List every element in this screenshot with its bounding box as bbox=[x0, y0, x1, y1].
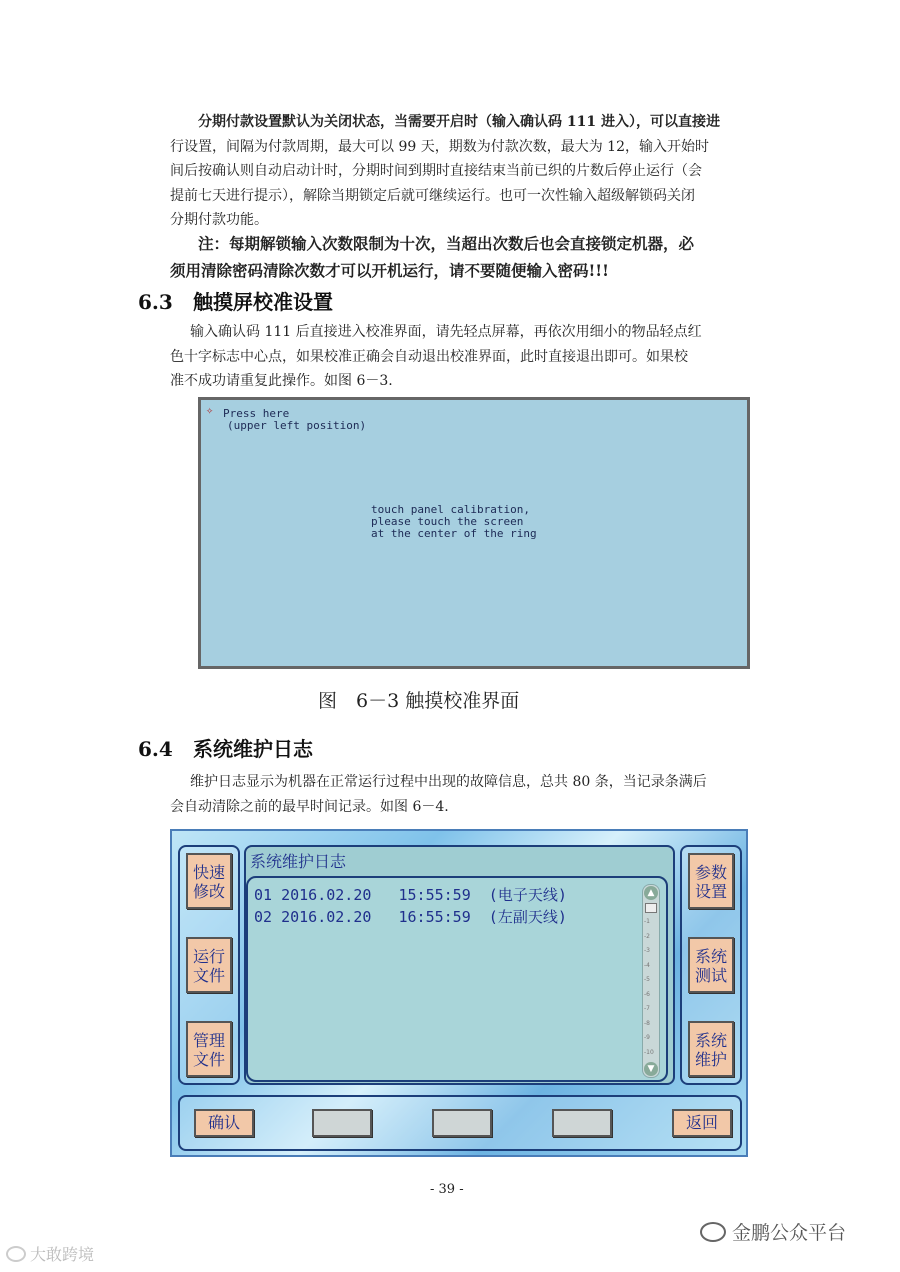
button-label: 测试 bbox=[694, 966, 727, 985]
scroll-tick: -6 bbox=[644, 990, 650, 998]
button-label: 维护 bbox=[694, 1050, 727, 1069]
log-scrollbar[interactable] bbox=[642, 884, 660, 1078]
paragraph-line: 分期付款功能。 bbox=[170, 212, 268, 228]
maintenance-log-screen bbox=[170, 829, 748, 1157]
paragraph-line: 间后按确认则自动启动计时，分期时间到期时直接结束当前已织的片数后停止运行（会 bbox=[170, 163, 702, 179]
scroll-tick: -2 bbox=[644, 932, 650, 940]
blank-function-button[interactable] bbox=[552, 1109, 612, 1137]
paragraph-line: 行设置，间隔为付款周期，最大可以 99 天，期数为付款次数，最大为 12，输入开始时 bbox=[170, 138, 709, 155]
section-heading-6-4 bbox=[138, 733, 313, 762]
upper-left-position-label: (upper left position) bbox=[227, 419, 367, 432]
scroll-tick: -5 bbox=[644, 976, 650, 983]
crosshair-icon[interactable]: ✧ bbox=[206, 403, 214, 417]
button-label: 系统 bbox=[694, 947, 727, 966]
log-row[interactable]: 02 2016.02.20 16:55:59 (左副天线) bbox=[254, 908, 567, 926]
blank-function-button[interactable] bbox=[432, 1109, 492, 1137]
paragraph-line: 提前七天进行提示），解除当期锁定后就可继续运行。也可一次性输入超级解锁码关闭 bbox=[170, 187, 695, 204]
button-label: 修改 bbox=[192, 882, 225, 901]
logo-icon bbox=[6, 1246, 26, 1262]
figure-caption-6-3: 图 6－3 触摸校准界面 bbox=[318, 690, 520, 712]
button-label: 文件 bbox=[192, 966, 225, 985]
maintenance-log-paragraph bbox=[170, 770, 780, 819]
paragraph-line: 维护日志显示为机器在正常运行过程中出现的故障信息，总共 80 条，当记录条满后 bbox=[190, 774, 707, 790]
paragraph-line: 准不成功请重复此操作。如图 6－3. bbox=[170, 373, 393, 389]
bottom-button-bar bbox=[178, 1095, 742, 1151]
log-title: 系统维护日志 bbox=[250, 852, 347, 871]
section-title: 触摸屏校准设置 bbox=[193, 290, 333, 314]
left-button-panel bbox=[178, 845, 240, 1085]
button-label: 文件 bbox=[192, 1050, 225, 1069]
section-number: 6.3 bbox=[138, 290, 173, 314]
system-maintenance-button[interactable] bbox=[688, 1021, 734, 1077]
calibration-paragraph bbox=[170, 320, 780, 394]
section-number: 6.4 bbox=[138, 737, 173, 761]
scroll-tick: -9 bbox=[644, 1034, 650, 1041]
wechat-icon bbox=[700, 1222, 726, 1242]
right-button-panel bbox=[680, 845, 742, 1085]
calibration-message-line: touch panel calibration, bbox=[371, 503, 530, 516]
section-title: 系统维护日志 bbox=[193, 737, 313, 761]
button-label: 系统 bbox=[694, 1031, 727, 1050]
scroll-tick: -7 bbox=[644, 1005, 650, 1012]
scroll-down-icon[interactable]: ▼ bbox=[644, 1062, 658, 1076]
calibration-screen-figure bbox=[198, 397, 750, 669]
back-button[interactable]: 返回 bbox=[672, 1109, 732, 1137]
log-list bbox=[246, 876, 668, 1082]
section-heading-6-3 bbox=[138, 286, 333, 315]
scroll-thumb[interactable] bbox=[645, 903, 657, 913]
press-here-label: Press here bbox=[223, 407, 290, 420]
system-test-button[interactable] bbox=[688, 937, 734, 993]
calibration-message-line: at the center of the ring bbox=[371, 527, 537, 540]
blank-function-button[interactable] bbox=[312, 1109, 372, 1137]
paragraph-line: 会自动清除之前的最早时间记录。如图 6－4. bbox=[170, 798, 449, 815]
paragraph-line: 输入确认码 111 后直接进入校准界面，请先轻点屏幕，再依次用细小的物品轻点红 bbox=[190, 324, 702, 340]
confirm-button[interactable]: 确认 bbox=[194, 1109, 254, 1137]
scroll-tick: -8 bbox=[644, 1019, 650, 1027]
watermark-text: 大敢跨境 bbox=[30, 1245, 95, 1264]
paragraph-line: 色十字标志中心点，如果校准正确会自动退出校准界面，此时直接退出即可。如果校 bbox=[170, 348, 688, 365]
scroll-ticks bbox=[644, 915, 654, 1060]
button-label: 设置 bbox=[694, 882, 727, 901]
parameter-settings-button[interactable] bbox=[688, 853, 734, 909]
watermark-text: 金鹏公众平台 bbox=[732, 1222, 847, 1244]
log-row[interactable]: 01 2016.02.20 15:55:59 (电子天线) bbox=[254, 886, 567, 904]
button-label: 快速 bbox=[192, 863, 225, 882]
button-label: 参数 bbox=[694, 863, 727, 882]
note-line: 注：每期解锁输入次数限制为十次，当超出次数后也会直接锁定机器，必 bbox=[198, 234, 695, 253]
run-file-button[interactable] bbox=[186, 937, 232, 993]
calibration-message-line: please touch the screen bbox=[371, 515, 524, 528]
manage-file-button[interactable] bbox=[186, 1021, 232, 1077]
scroll-tick: -1 bbox=[644, 918, 650, 925]
button-label: 管理 bbox=[192, 1031, 225, 1050]
installment-paragraph bbox=[170, 110, 780, 233]
scroll-tick: -4 bbox=[644, 961, 650, 969]
watermark-right bbox=[700, 1218, 846, 1245]
paragraph-line: 分期付款设置默认为关闭状态，当需要开启时（输入确认码 111 进入），可以直接进 bbox=[198, 114, 720, 130]
scroll-tick: -10 bbox=[644, 1048, 654, 1056]
quick-modify-button[interactable] bbox=[186, 853, 232, 909]
scroll-up-icon[interactable]: ▲ bbox=[644, 886, 658, 900]
scroll-tick: -3 bbox=[644, 947, 650, 954]
page-number: - 39 - bbox=[430, 1182, 464, 1197]
button-label: 运行 bbox=[192, 947, 225, 966]
warning-note bbox=[170, 230, 780, 284]
watermark-left bbox=[6, 1242, 94, 1265]
note-line: 须用清除密码清除次数才可以开机运行，请不要随便输入密码!!! bbox=[170, 261, 609, 280]
